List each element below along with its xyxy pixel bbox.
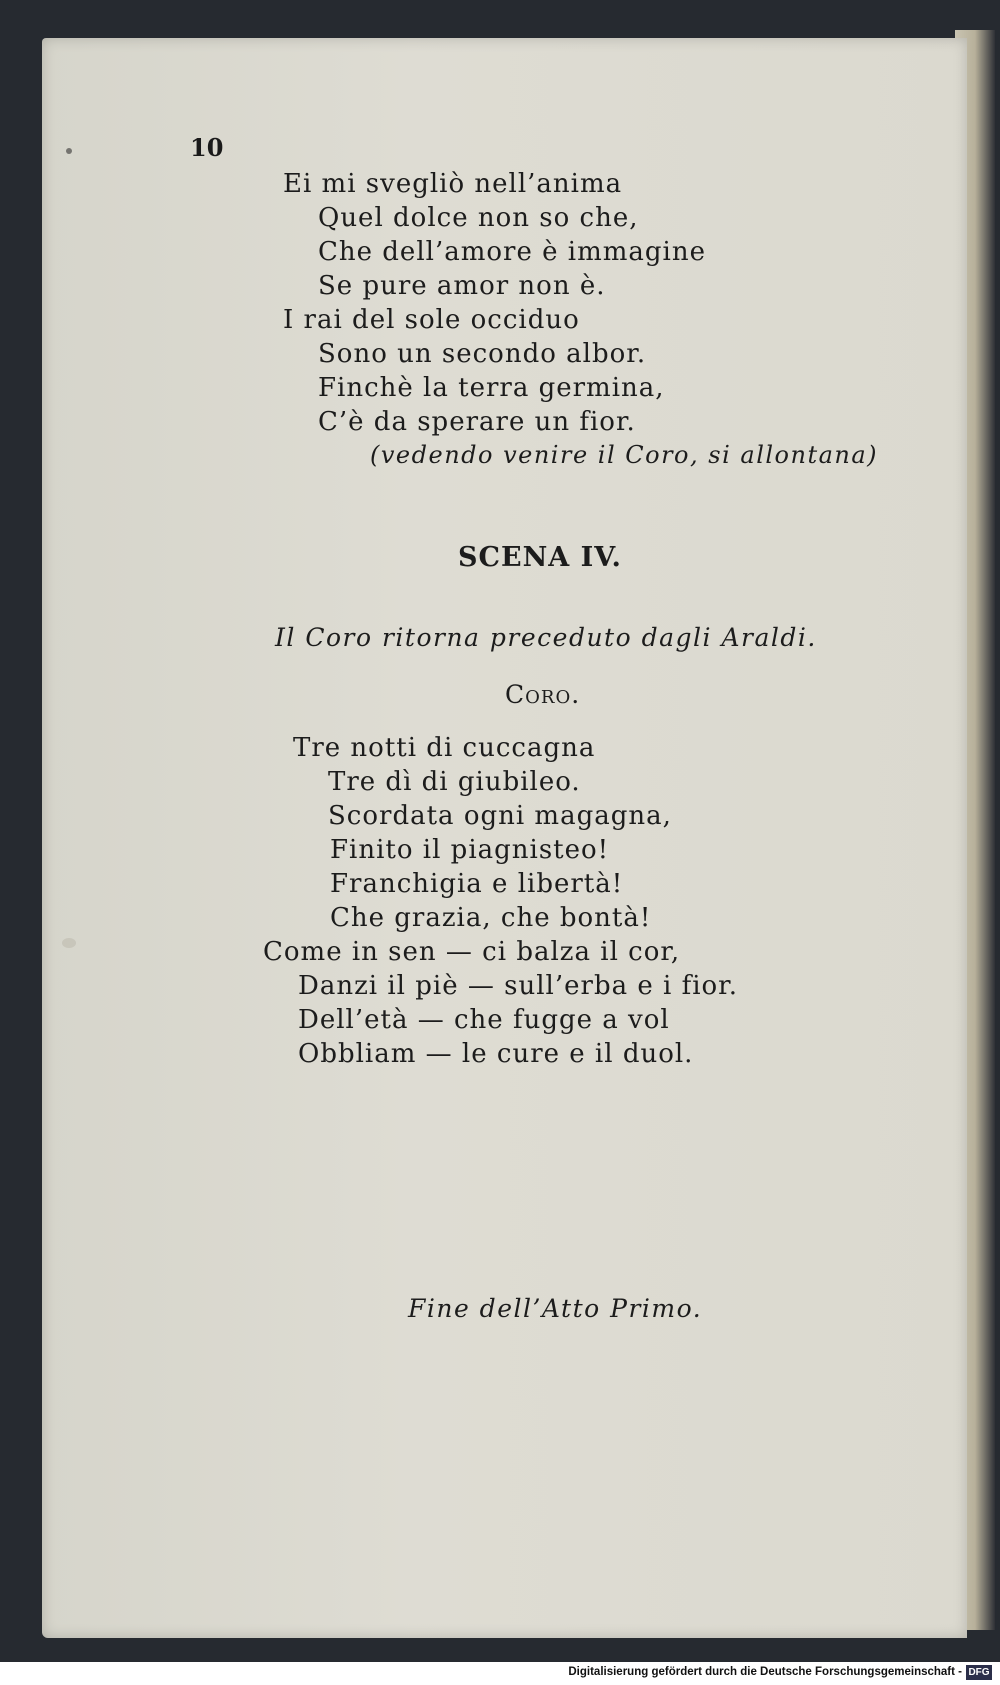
- dfg-logo-icon: DFG: [966, 1665, 992, 1680]
- verse-line: C’è da sperare un fior.: [318, 407, 636, 437]
- verse-line: Se pure amor non è.: [318, 271, 606, 301]
- footer-bar: [0, 1662, 1000, 1685]
- funding-credit: Digitalisierung gefördert durch die Deutsche Forschungsgemeinschaft -: [568, 1666, 962, 1678]
- verse-line: Ei mi svegliò nell’anima: [283, 169, 623, 199]
- verse-line: Come in sen — ci balza il cor,: [263, 937, 681, 967]
- verse-line: Finchè la terra germina,: [318, 373, 665, 403]
- verse-line: Scordata ogni magagna,: [328, 801, 672, 831]
- verse-line: Tre notti di cuccagna: [293, 733, 596, 763]
- stage-direction: Il Coro ritorna preceduto dagli Araldi.: [275, 623, 817, 652]
- verse-line: Danzi il piè — sull’erba e i fior.: [298, 971, 739, 1001]
- act-ending: Fine dell’Atto Primo.: [408, 1294, 703, 1323]
- verse-line: Quel dolce non so che,: [318, 203, 639, 233]
- page-number: 10: [190, 133, 224, 162]
- verse-line: I rai del sole occiduo: [283, 305, 580, 335]
- scene-title: SCENA IV.: [458, 542, 622, 573]
- ink-dot: [66, 148, 72, 154]
- verse-line: Che dell’amore è immagine: [318, 237, 706, 267]
- verse-line: Dell’età — che fugge a vol: [298, 1005, 670, 1035]
- speaker-label: Coro.: [505, 680, 581, 709]
- verse-line: Tre dì di giubileo.: [328, 767, 581, 797]
- verse-line: Sono un secondo albor.: [318, 339, 647, 369]
- verse-line: Che grazia, che bontà!: [330, 903, 652, 933]
- verse-line: Obbliam — le cure e il duol.: [298, 1039, 694, 1069]
- stage-direction: (vedendo venire il Coro, si allontana): [370, 441, 879, 469]
- verse-line: Finito il piagnisteo!: [330, 835, 610, 865]
- verse-line: Franchigia e libertà!: [330, 869, 624, 899]
- ink-spot: [62, 938, 76, 948]
